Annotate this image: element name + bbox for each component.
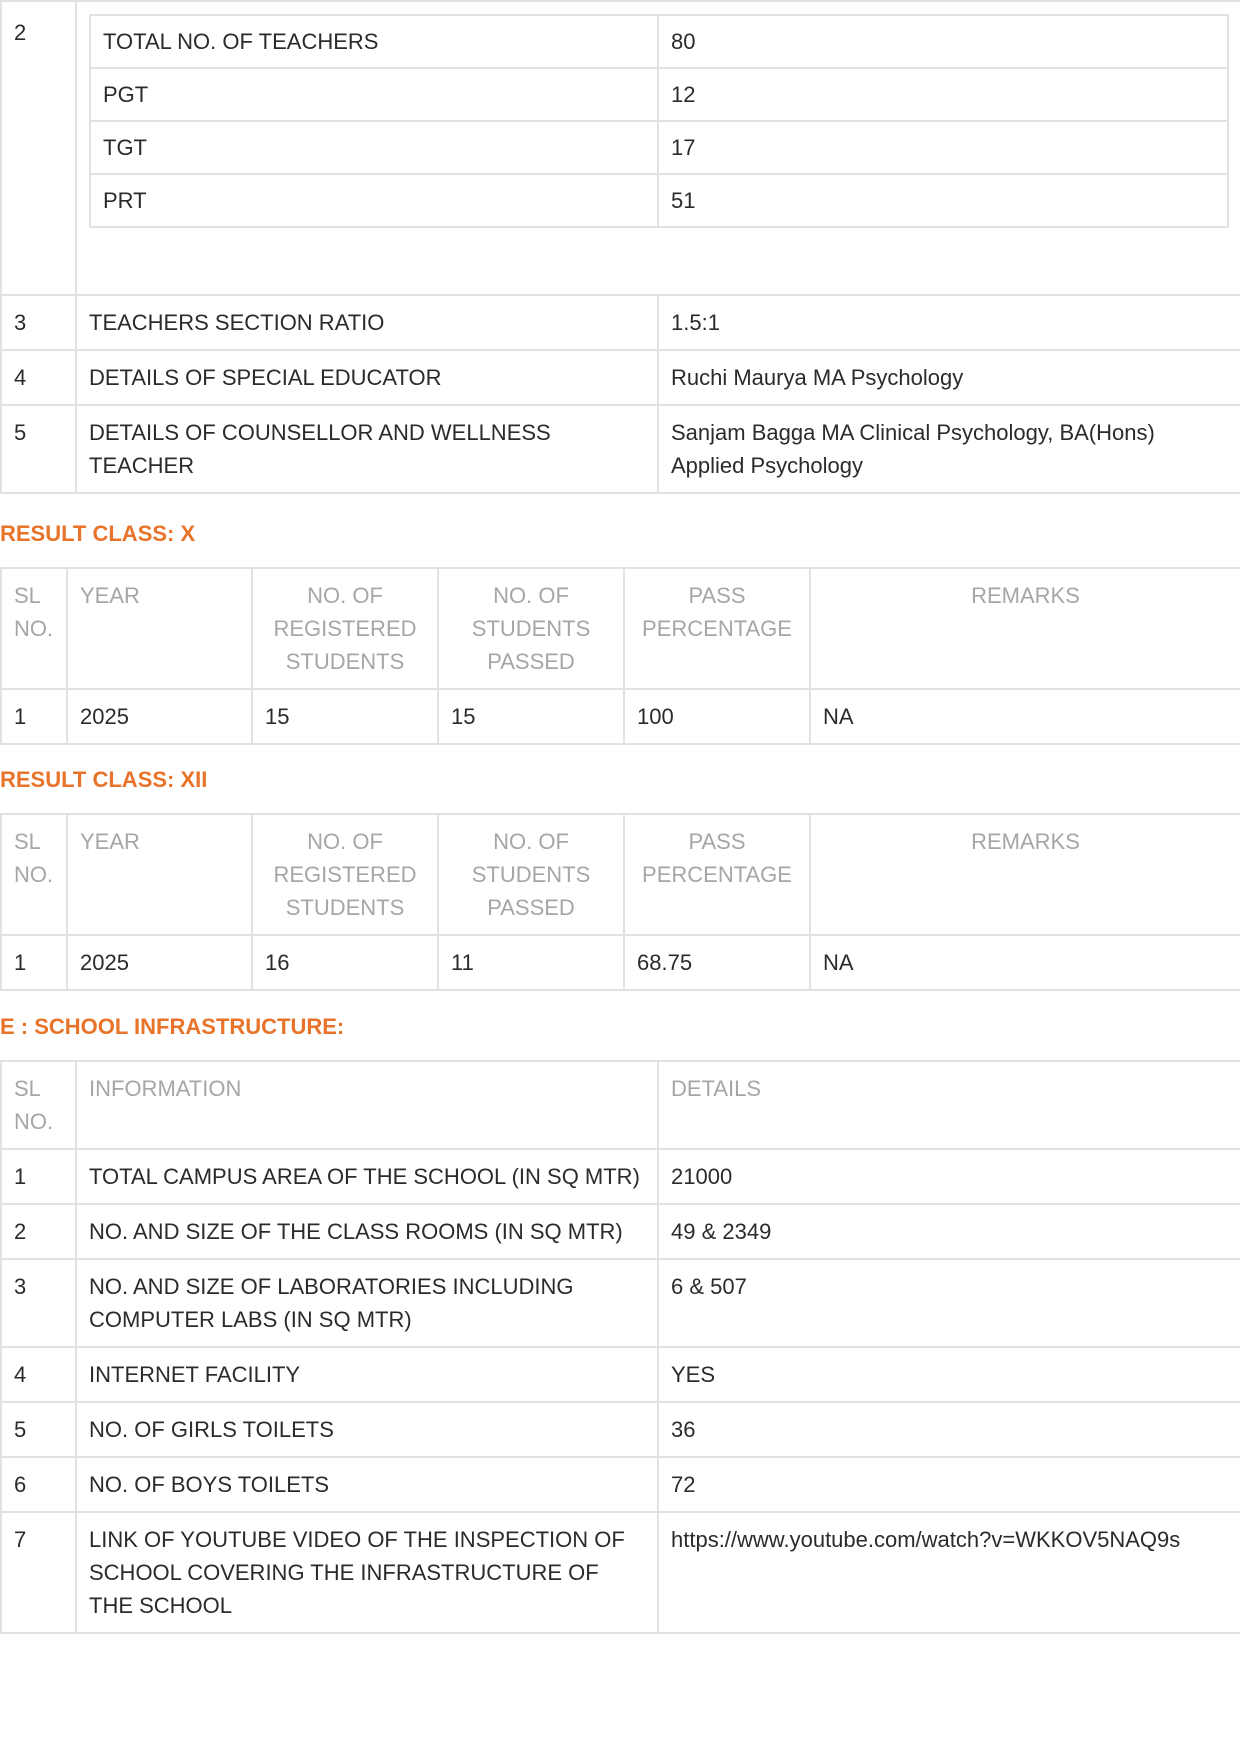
info-cell: INTERNET FACILITY	[76, 1347, 658, 1402]
table-row	[90, 174, 1228, 227]
info-cell: DETAILS OF SPECIAL EDUCATOR	[76, 350, 658, 405]
col-header: YEAR	[67, 568, 252, 689]
col-header: DETAILS	[658, 1061, 1240, 1149]
sl-cell: 6	[1, 1457, 76, 1512]
col-header: REMARKS	[810, 568, 1240, 689]
sl-cell: 5	[1, 1402, 76, 1457]
details-cell: 49 & 2349	[658, 1204, 1240, 1259]
teachers-breakdown-cell	[76, 1, 1240, 295]
info-cell: NO. OF BOYS TOILETS	[76, 1457, 658, 1512]
teachers-value: 80	[658, 15, 1228, 68]
result-xii-table	[0, 813, 1240, 991]
passed-cell: 11	[438, 935, 624, 990]
sl-cell: 1	[1, 935, 67, 990]
year-cell: 2025	[67, 935, 252, 990]
table-header-row	[1, 814, 1240, 935]
col-header: REMARKS	[810, 814, 1240, 935]
col-header: SL NO.	[1, 568, 67, 689]
col-header: NO. OF STUDENTS PASSED	[438, 814, 624, 935]
table-row	[1, 1204, 1240, 1259]
teachers-label: TGT	[90, 121, 658, 174]
info-cell: LINK OF YOUTUBE VIDEO OF THE INSPECTION OF SCHOOL COVERING THE INFRASTRUCTURE OF THE SCHOOL	[76, 1512, 658, 1633]
teachers-value: 12	[658, 68, 1228, 121]
teachers-value: 17	[658, 121, 1228, 174]
col-header: NO. OF STUDENTS PASSED	[438, 568, 624, 689]
table-row	[1, 350, 1240, 405]
details-cell: 21000	[658, 1149, 1240, 1204]
sl-cell: 4	[1, 350, 76, 405]
remarks-cell: NA	[810, 935, 1240, 990]
col-header: NO. OF REGISTERED STUDENTS	[252, 814, 438, 935]
infrastructure-table	[0, 1060, 1240, 1634]
pass-percentage-cell: 100	[624, 689, 810, 744]
sl-cell: 2	[1, 1, 76, 295]
details-cell: Ruchi Maurya MA Psychology	[658, 350, 1240, 405]
sl-cell: 2	[1, 1204, 76, 1259]
info-cell: NO. AND SIZE OF LABORATORIES INCLUDING COMPUTER LABS (IN SQ MTR)	[76, 1259, 658, 1347]
col-header: SL NO.	[1, 1061, 76, 1149]
info-cell: NO. AND SIZE OF THE CLASS ROOMS (IN SQ MTR)	[76, 1204, 658, 1259]
table-row	[90, 15, 1228, 68]
registered-cell: 16	[252, 935, 438, 990]
table-row	[1, 1512, 1240, 1633]
teachers-breakdown-table	[89, 14, 1229, 228]
table-row	[1, 1149, 1240, 1204]
col-header: PASS PERCENTAGE	[624, 814, 810, 935]
result-xii-title: RESULT CLASS: XII	[0, 767, 208, 792]
teachers-label: TOTAL NO. OF TEACHERS	[90, 15, 658, 68]
registered-cell: 15	[252, 689, 438, 744]
sl-cell: 5	[1, 405, 76, 493]
infrastructure-title: E : SCHOOL INFRASTRUCTURE:	[0, 1014, 345, 1039]
details-cell: 6 & 507	[658, 1259, 1240, 1347]
year-cell: 2025	[67, 689, 252, 744]
table-row	[1, 689, 1240, 744]
col-header: SL NO.	[1, 814, 67, 935]
result-x-title: RESULT CLASS: X	[0, 521, 196, 546]
table-header-row	[1, 1061, 1240, 1149]
table-row	[1, 1347, 1240, 1402]
youtube-link[interactable]: https://www.youtube.com/watch?v=WKKOV5NAQ9s	[658, 1512, 1240, 1633]
table-row	[1, 935, 1240, 990]
info-cell: TOTAL CAMPUS AREA OF THE SCHOOL (IN SQ MTR)	[76, 1149, 658, 1204]
info-cell: NO. OF GIRLS TOILETS	[76, 1402, 658, 1457]
info-cell: DETAILS OF COUNSELLOR AND WELLNESS TEACHER	[76, 405, 658, 493]
teachers-value: 51	[658, 174, 1228, 227]
pass-percentage-cell: 68.75	[624, 935, 810, 990]
table-row	[90, 68, 1228, 121]
remarks-cell: NA	[810, 689, 1240, 744]
passed-cell: 15	[438, 689, 624, 744]
sl-cell: 3	[1, 1259, 76, 1347]
col-header: PASS PERCENTAGE	[624, 568, 810, 689]
details-cell: 1.5:1	[658, 295, 1240, 350]
info-cell: TEACHERS SECTION RATIO	[76, 295, 658, 350]
staff-table	[0, 0, 1240, 494]
col-header: NO. OF REGISTERED STUDENTS	[252, 568, 438, 689]
teachers-label: PGT	[90, 68, 658, 121]
table-header-row	[1, 568, 1240, 689]
table-row	[90, 121, 1228, 174]
sl-cell: 1	[1, 689, 67, 744]
sl-cell: 4	[1, 1347, 76, 1402]
details-cell: YES	[658, 1347, 1240, 1402]
sl-cell: 1	[1, 1149, 76, 1204]
teachers-label: PRT	[90, 174, 658, 227]
sl-cell: 7	[1, 1512, 76, 1633]
col-header: YEAR	[67, 814, 252, 935]
details-cell: Sanjam Bagga MA Clinical Psychology, BA(Hons) Applied Psychology	[658, 405, 1240, 493]
table-row	[1, 295, 1240, 350]
details-cell: 72	[658, 1457, 1240, 1512]
sl-cell: 3	[1, 295, 76, 350]
table-row	[1, 1457, 1240, 1512]
details-cell: 36	[658, 1402, 1240, 1457]
table-row	[1, 405, 1240, 493]
table-row	[1, 1, 1240, 295]
result-x-table	[0, 567, 1240, 745]
table-row	[1, 1402, 1240, 1457]
table-row	[1, 1259, 1240, 1347]
col-header: INFORMATION	[76, 1061, 658, 1149]
